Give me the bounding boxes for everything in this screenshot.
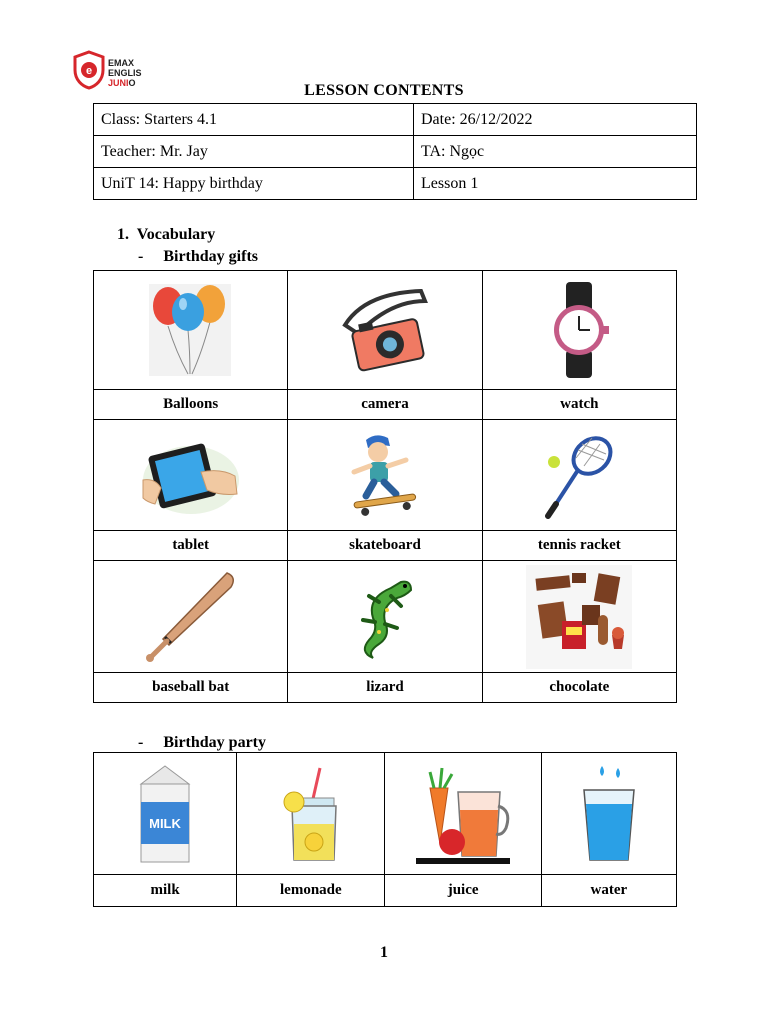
info-table (93, 103, 697, 200)
lizard-icon (345, 572, 425, 662)
section-number: 1. (117, 226, 129, 243)
teacher-cell: Teacher: Mr. Jay (94, 136, 414, 168)
logo-line-3-accent: O (128, 78, 136, 88)
image-cell (94, 561, 288, 673)
item-label: tablet (94, 531, 288, 561)
logo-line-3: JUNI (108, 78, 129, 88)
camera-icon (335, 285, 435, 375)
tennis-racket-icon (534, 430, 624, 520)
birthday-gifts-table (93, 270, 677, 703)
item-label: chocolate (482, 673, 676, 703)
page-title: LESSON CONTENTS (304, 82, 464, 99)
item-label: baseball bat (94, 673, 288, 703)
subheading-gifts (138, 248, 258, 266)
bullet: - (138, 734, 144, 751)
item-label: juice (385, 875, 541, 907)
item-label: milk (94, 875, 237, 907)
tablet-icon (141, 432, 241, 518)
image-cell (288, 561, 482, 673)
image-cell (482, 561, 676, 673)
chocolate-icon (526, 565, 632, 669)
item-label: Balloons (94, 390, 288, 420)
subheading-gifts-title: Birthday gifts (163, 248, 258, 265)
section-heading-vocabulary (117, 226, 215, 244)
item-label: camera (288, 390, 482, 420)
item-label: lizard (288, 673, 482, 703)
image-cell (94, 271, 288, 390)
birthday-party-table (93, 752, 677, 907)
item-label: water (541, 875, 676, 907)
lemonade-icon (266, 762, 356, 866)
image-cell (541, 753, 676, 875)
image-cell (482, 271, 676, 390)
image-cell (94, 420, 288, 531)
image-cell (288, 271, 482, 390)
water-glass-icon (574, 762, 644, 866)
image-cell (288, 420, 482, 531)
image-cell (482, 420, 676, 531)
milk-carton-icon (133, 762, 197, 866)
watch-icon (544, 280, 614, 380)
lesson-cell: Lesson 1 (414, 168, 697, 200)
subheading-party-title: Birthday party (163, 734, 266, 751)
section-title: Vocabulary (136, 226, 216, 243)
image-cell (385, 753, 541, 875)
class-cell: Class: Starters 4.1 (94, 104, 414, 136)
page-number: 1 (380, 944, 388, 961)
logo-line-1: EMAX (108, 58, 135, 68)
image-cell (94, 753, 237, 875)
svg-text:e: e (85, 65, 93, 77)
item-label: lemonade (237, 875, 385, 907)
baseball-bat-icon (141, 567, 241, 667)
image-cell (237, 753, 385, 875)
item-label: skateboard (288, 531, 482, 561)
milk-carton-label: MILK (149, 815, 181, 831)
juice-icon (408, 762, 518, 866)
item-label: watch (482, 390, 676, 420)
bullet: - (138, 248, 144, 265)
subheading-party (138, 734, 266, 752)
item-label: tennis racket (482, 531, 676, 561)
skateboard-icon (340, 430, 430, 520)
logo-line-2: ENGLIS (108, 68, 142, 78)
balloons-icon (146, 282, 236, 378)
date-cell: Date: 26/12/2022 (414, 104, 697, 136)
unit-cell: UniT 14: Happy birthday (94, 168, 414, 200)
ta-cell: TA: Ngọc (414, 136, 697, 168)
